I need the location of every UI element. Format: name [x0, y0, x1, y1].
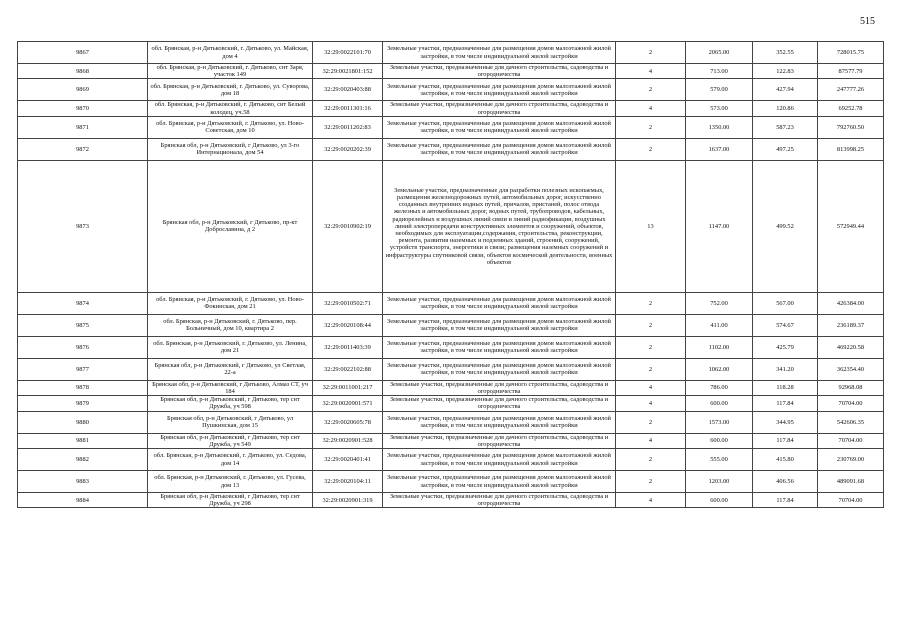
cell-area: 600.00 [686, 493, 753, 508]
cell-cadastral-number: 32:29:0011202:83 [313, 116, 383, 138]
cell-area: 1350.00 [686, 116, 753, 138]
table-row [18, 292, 884, 314]
cell-address: обл. Брянская, р-н Дятьковский, г. Дятьково, пер. Больничный, дом 10, квартира 2 [148, 314, 313, 336]
table-row [18, 471, 884, 493]
cell-address: Брянская обл, р-н Дятьковский, г Дятьково, ул Пушкинская, дом 15 [148, 411, 313, 433]
cell-cadastral-number: 32:29:0020108:44 [313, 314, 383, 336]
cell-row-number: 9870 [18, 101, 148, 116]
cell-cadastral-number: 32:29:0020403:88 [313, 79, 383, 101]
table-row [18, 64, 884, 79]
cell-cadastral-number: 32:29:0010902:19 [313, 160, 383, 292]
cell-area: 786.00 [686, 380, 753, 395]
cell-cadastral-number: 32:29:0022102:88 [313, 358, 383, 380]
cell-cadastral-number: 32:29:0010502:71 [313, 292, 383, 314]
cell-cadastral-number: 32:29:0011403:39 [313, 336, 383, 358]
cell-cadastral-value: 792760.50 [818, 116, 884, 138]
cell-land-use: Земельные участки, предназначенные для размещения домов малоэтажной жилой застройки, в том числе индивидуальной жилой застройки [383, 138, 616, 160]
cell-cadastral-number: 32:29:0020104:11 [313, 471, 383, 493]
cell-address: обл. Брянская, р-н Дятьковский, г. Дятьково, снт Заря, участок 149 [148, 64, 313, 79]
cell-cadastral-value: 469220.58 [818, 336, 884, 358]
cell-address: Брянская обл, р-н Дятьковский, г Дятьково, тер снт Дружба, уч 549 [148, 433, 313, 448]
cell-specific-value: 427.94 [753, 79, 818, 101]
cell-row-number: 9883 [18, 471, 148, 493]
cell-row-number: 9875 [18, 314, 148, 336]
table-row [18, 336, 884, 358]
cell-group: 4 [616, 433, 686, 448]
cell-group: 2 [616, 116, 686, 138]
cell-address: обл. Брянская, р-н Дятьковский, г. Дятьково, ул. Гусева, дом 13 [148, 471, 313, 493]
cell-row-number: 9880 [18, 411, 148, 433]
cell-cadastral-number: 32:29:0021801:152 [313, 64, 383, 79]
cell-address: Брянская обл, р-н Дятьковский, г Дятьково, ул Светлая, 22-а [148, 358, 313, 380]
cell-area: 579.00 [686, 79, 753, 101]
cell-land-use: Земельные участки, предназначенные для размещения домов малоэтажной жилой застройки, в том числе индивидуальной жилой застройки [383, 42, 616, 64]
cell-area: 573.00 [686, 101, 753, 116]
cell-address: обл. Брянская, р-н Дятьковский, г. Дятьково, ул. Ново-Советская, дом 10 [148, 116, 313, 138]
cell-address: обл. Брянская, р-н Дятьковский, г. Дятьково, ул. Ново-Фокинская, дом 21 [148, 292, 313, 314]
cell-row-number: 9867 [18, 42, 148, 64]
cell-specific-value: 118.28 [753, 380, 818, 395]
cell-specific-value: 344.95 [753, 411, 818, 433]
table-row [18, 314, 884, 336]
cell-land-use: Земельные участки, предназначенные для дачного строительства, садоводства и огородничества [383, 64, 616, 79]
cell-area: 1203.00 [686, 471, 753, 493]
cell-area: 600.00 [686, 396, 753, 411]
cell-area: 1147.00 [686, 160, 753, 292]
cell-land-use: Земельные участки, предназначенные для дачного строительства, садоводства и огородничества [383, 493, 616, 508]
table-row [18, 396, 884, 411]
cell-area: 1102.00 [686, 336, 753, 358]
cell-cadastral-value: 70704.00 [818, 493, 884, 508]
cell-cadastral-number: 32:29:0020202:39 [313, 138, 383, 160]
cell-group: 2 [616, 314, 686, 336]
cell-land-use: Земельные участки, предназначенные для размещения домов малоэтажной жилой застройки, в том числе индивидуальной жилой застройки [383, 292, 616, 314]
cell-row-number: 9879 [18, 396, 148, 411]
cell-specific-value: 425.79 [753, 336, 818, 358]
cell-row-number: 9881 [18, 433, 148, 448]
cell-area: 1637.00 [686, 138, 753, 160]
cell-cadastral-value: 247777.26 [818, 79, 884, 101]
cell-specific-value: 499.52 [753, 160, 818, 292]
cell-specific-value: 406.56 [753, 471, 818, 493]
cell-row-number: 9873 [18, 160, 148, 292]
cell-cadastral-number: 32:29:0011001:217 [313, 380, 383, 395]
cell-cadastral-number: 32:29:0020901:319 [313, 493, 383, 508]
table-row [18, 79, 884, 101]
cell-cadastral-number: 32:29:0011301:16 [313, 101, 383, 116]
cell-cadastral-value: 489091.68 [818, 471, 884, 493]
cell-address: Брянская обл, р-н Дятьковский, г Дятьково, пр-кт Доброславина, д 2 [148, 160, 313, 292]
cell-group: 4 [616, 493, 686, 508]
cell-cadastral-value: 728015.75 [818, 42, 884, 64]
cell-row-number: 9884 [18, 493, 148, 508]
cell-land-use: Земельные участки, предназначенные для размещения домов малоэтажной жилой застройки, в том числе индивидуальной жилой застройки [383, 471, 616, 493]
cell-land-use: Земельные участки, предназначенные для размещения домов малоэтажной жилой застройки, в том числе индивидуальной жилой застройки [383, 79, 616, 101]
cell-address: обл. Брянская, р-н Дятьковский, г. Дятьково, ул. Суворова, дом 18 [148, 79, 313, 101]
cell-cadastral-value: 813998.25 [818, 138, 884, 160]
cell-area: 555.00 [686, 449, 753, 471]
cell-cadastral-value: 70704.00 [818, 433, 884, 448]
cell-row-number: 9868 [18, 64, 148, 79]
cell-group: 2 [616, 411, 686, 433]
page-number: 515 [860, 16, 875, 27]
cell-group: 2 [616, 42, 686, 64]
cell-cadastral-number: 32:29:0020901:528 [313, 433, 383, 448]
table-row [18, 358, 884, 380]
cell-address: обл. Брянская, р-н Дятьковский, г. Дятьково, ул. Ленина, дом 21 [148, 336, 313, 358]
table-row [18, 116, 884, 138]
cell-land-use: Земельные участки, предназначенные для размещения домов малоэтажной жилой застройки, в том числе индивидуальной жилой застройки [383, 116, 616, 138]
cell-address: Брянская обл, р-н Дятьковский, г Дятьково, тер снт Дружба, уч 298 [148, 493, 313, 508]
cell-row-number: 9869 [18, 79, 148, 101]
cell-group: 2 [616, 138, 686, 160]
table-row [18, 493, 884, 508]
cell-group: 2 [616, 336, 686, 358]
cell-cadastral-value: 542606.35 [818, 411, 884, 433]
table-body [18, 42, 884, 508]
cell-specific-value: 415.80 [753, 449, 818, 471]
cell-group: 2 [616, 292, 686, 314]
cell-specific-value: 122.83 [753, 64, 818, 79]
table-row [18, 101, 884, 116]
cell-specific-value: 117.84 [753, 433, 818, 448]
cell-group: 2 [616, 79, 686, 101]
cell-row-number: 9882 [18, 449, 148, 471]
cell-land-use: Земельные участки, предназначенные для размещения домов малоэтажной жилой застройки, в том числе индивидуальной жилой застройки [383, 314, 616, 336]
cell-cadastral-value: 92968.08 [818, 380, 884, 395]
cell-land-use: Земельные участки, предназначенные для размещения домов малоэтажной жилой застройки, в том числе индивидуальной жилой застройки [383, 449, 616, 471]
cell-area: 1062.00 [686, 358, 753, 380]
cell-area: 411.00 [686, 314, 753, 336]
cell-address: Брянская обл, р-н Дятьковский, г Дятьково, тер снт Дружба, уч 598 [148, 396, 313, 411]
land-registry-table [17, 41, 884, 508]
cell-cadastral-value: 572949.44 [818, 160, 884, 292]
cell-specific-value: 497.25 [753, 138, 818, 160]
cell-group: 4 [616, 396, 686, 411]
cell-land-use: Земельные участки, предназначенные для дачного строительства, садоводства и огородничества [383, 396, 616, 411]
table-row [18, 380, 884, 395]
cell-row-number: 9876 [18, 336, 148, 358]
cell-cadastral-number: 32:29:0020605:78 [313, 411, 383, 433]
cell-land-use: Земельные участки, предназначенные для размещения домов малоэтажной жилой застройки, в том числе индивидуальной жилой застройки [383, 336, 616, 358]
cell-specific-value: 587.23 [753, 116, 818, 138]
table-row [18, 160, 884, 292]
cell-cadastral-value: 87577.79 [818, 64, 884, 79]
cell-land-use: Земельные участки, предназначенные для размещения домов малоэтажной жилой застройки, в том числе индивидуальной жилой застройки [383, 358, 616, 380]
cell-group: 4 [616, 101, 686, 116]
table-row [18, 411, 884, 433]
cell-row-number: 9871 [18, 116, 148, 138]
cell-group: 2 [616, 449, 686, 471]
cell-area: 752.00 [686, 292, 753, 314]
cell-specific-value: 567.00 [753, 292, 818, 314]
cell-land-use: Земельные участки, предназначенные для дачного строительства, садоводства и огородничества [383, 380, 616, 395]
cell-row-number: 9872 [18, 138, 148, 160]
table-row [18, 449, 884, 471]
cell-address: обл. Брянская, р-н Дятьковский, г. Дятьково, ул. Майская, дом 4 [148, 42, 313, 64]
cell-group: 2 [616, 358, 686, 380]
cell-specific-value: 341.20 [753, 358, 818, 380]
cell-row-number: 9874 [18, 292, 148, 314]
cell-specific-value: 574.67 [753, 314, 818, 336]
cell-address: обл. Брянская, р-н Дятьковский, г. Дятьково, снт Белый колодец, уч.58 [148, 101, 313, 116]
cell-row-number: 9878 [18, 380, 148, 395]
table-row [18, 433, 884, 448]
cell-specific-value: 120.86 [753, 101, 818, 116]
cell-address: Брянская обл, р-н Дятьковский, г Дятьково, ул 3-го Интернационала, дом 54 [148, 138, 313, 160]
cell-group: 2 [616, 471, 686, 493]
cell-area: 600.00 [686, 433, 753, 448]
cell-land-use: Земельные участки, предназначенные для дачного строительства, садоводства и огородничества [383, 101, 616, 116]
cell-cadastral-value: 236189.37 [818, 314, 884, 336]
cell-group: 4 [616, 380, 686, 395]
cell-group: 13 [616, 160, 686, 292]
cell-address: обл. Брянская, р-н Дятьковский, г. Дятьково, ул. Седова, дом 14 [148, 449, 313, 471]
cell-cadastral-number: 32:29:0020901:571 [313, 396, 383, 411]
cell-cadastral-number: 32:29:0020401:41 [313, 449, 383, 471]
table-row [18, 42, 884, 64]
cell-cadastral-value: 230769.00 [818, 449, 884, 471]
cell-land-use: Земельные участки, предназначенные для размещения домов малоэтажной жилой застройки, в том числе индивидуальной жилой застройки [383, 411, 616, 433]
cell-cadastral-value: 362354.40 [818, 358, 884, 380]
cell-cadastral-value: 426384.00 [818, 292, 884, 314]
cell-specific-value: 117.84 [753, 493, 818, 508]
cell-area: 1573.00 [686, 411, 753, 433]
cell-area: 713.00 [686, 64, 753, 79]
cell-area: 2065.00 [686, 42, 753, 64]
cell-cadastral-number: 32:29:0022101:70 [313, 42, 383, 64]
cell-address: Брянская обл, р-н Дятьковский, г Дятьково, Алмаз СТ, уч 184 [148, 380, 313, 395]
cell-group: 4 [616, 64, 686, 79]
cell-cadastral-value: 70704.00 [818, 396, 884, 411]
cell-land-use: Земельные участки, предназначенные для дачного строительства, садоводства и огородничества [383, 433, 616, 448]
table-row [18, 138, 884, 160]
cell-cadastral-value: 69252.78 [818, 101, 884, 116]
cell-land-use: Земельные участки, предназначенные для разработки полезных ископаемых, размещения железнодорожных путей, автомобильных дорог, искусственно созданных внутренних водных путей, причалов, пристаней, полос отвода железных и автомобильных дорог, водных путей, трубопроводов, кабельных, радиорелейных и воздушных линий связи и линий радиофикации, воздушных линий электропередачи конструктивных элементов и сооружений, объектов, необходимых для эксплуатации,содержания, строительства, реконструкции, ремонта, развития наземных и подземных зданий, строений, сооружений, устройств транспорта, энергетики и связи; размещения наземных сооружений и инфраструктуры спутниковой связи, объектов космической деятельности, военных объектов [383, 160, 616, 292]
cell-row-number: 9877 [18, 358, 148, 380]
cell-specific-value: 352.55 [753, 42, 818, 64]
cell-specific-value: 117.84 [753, 396, 818, 411]
